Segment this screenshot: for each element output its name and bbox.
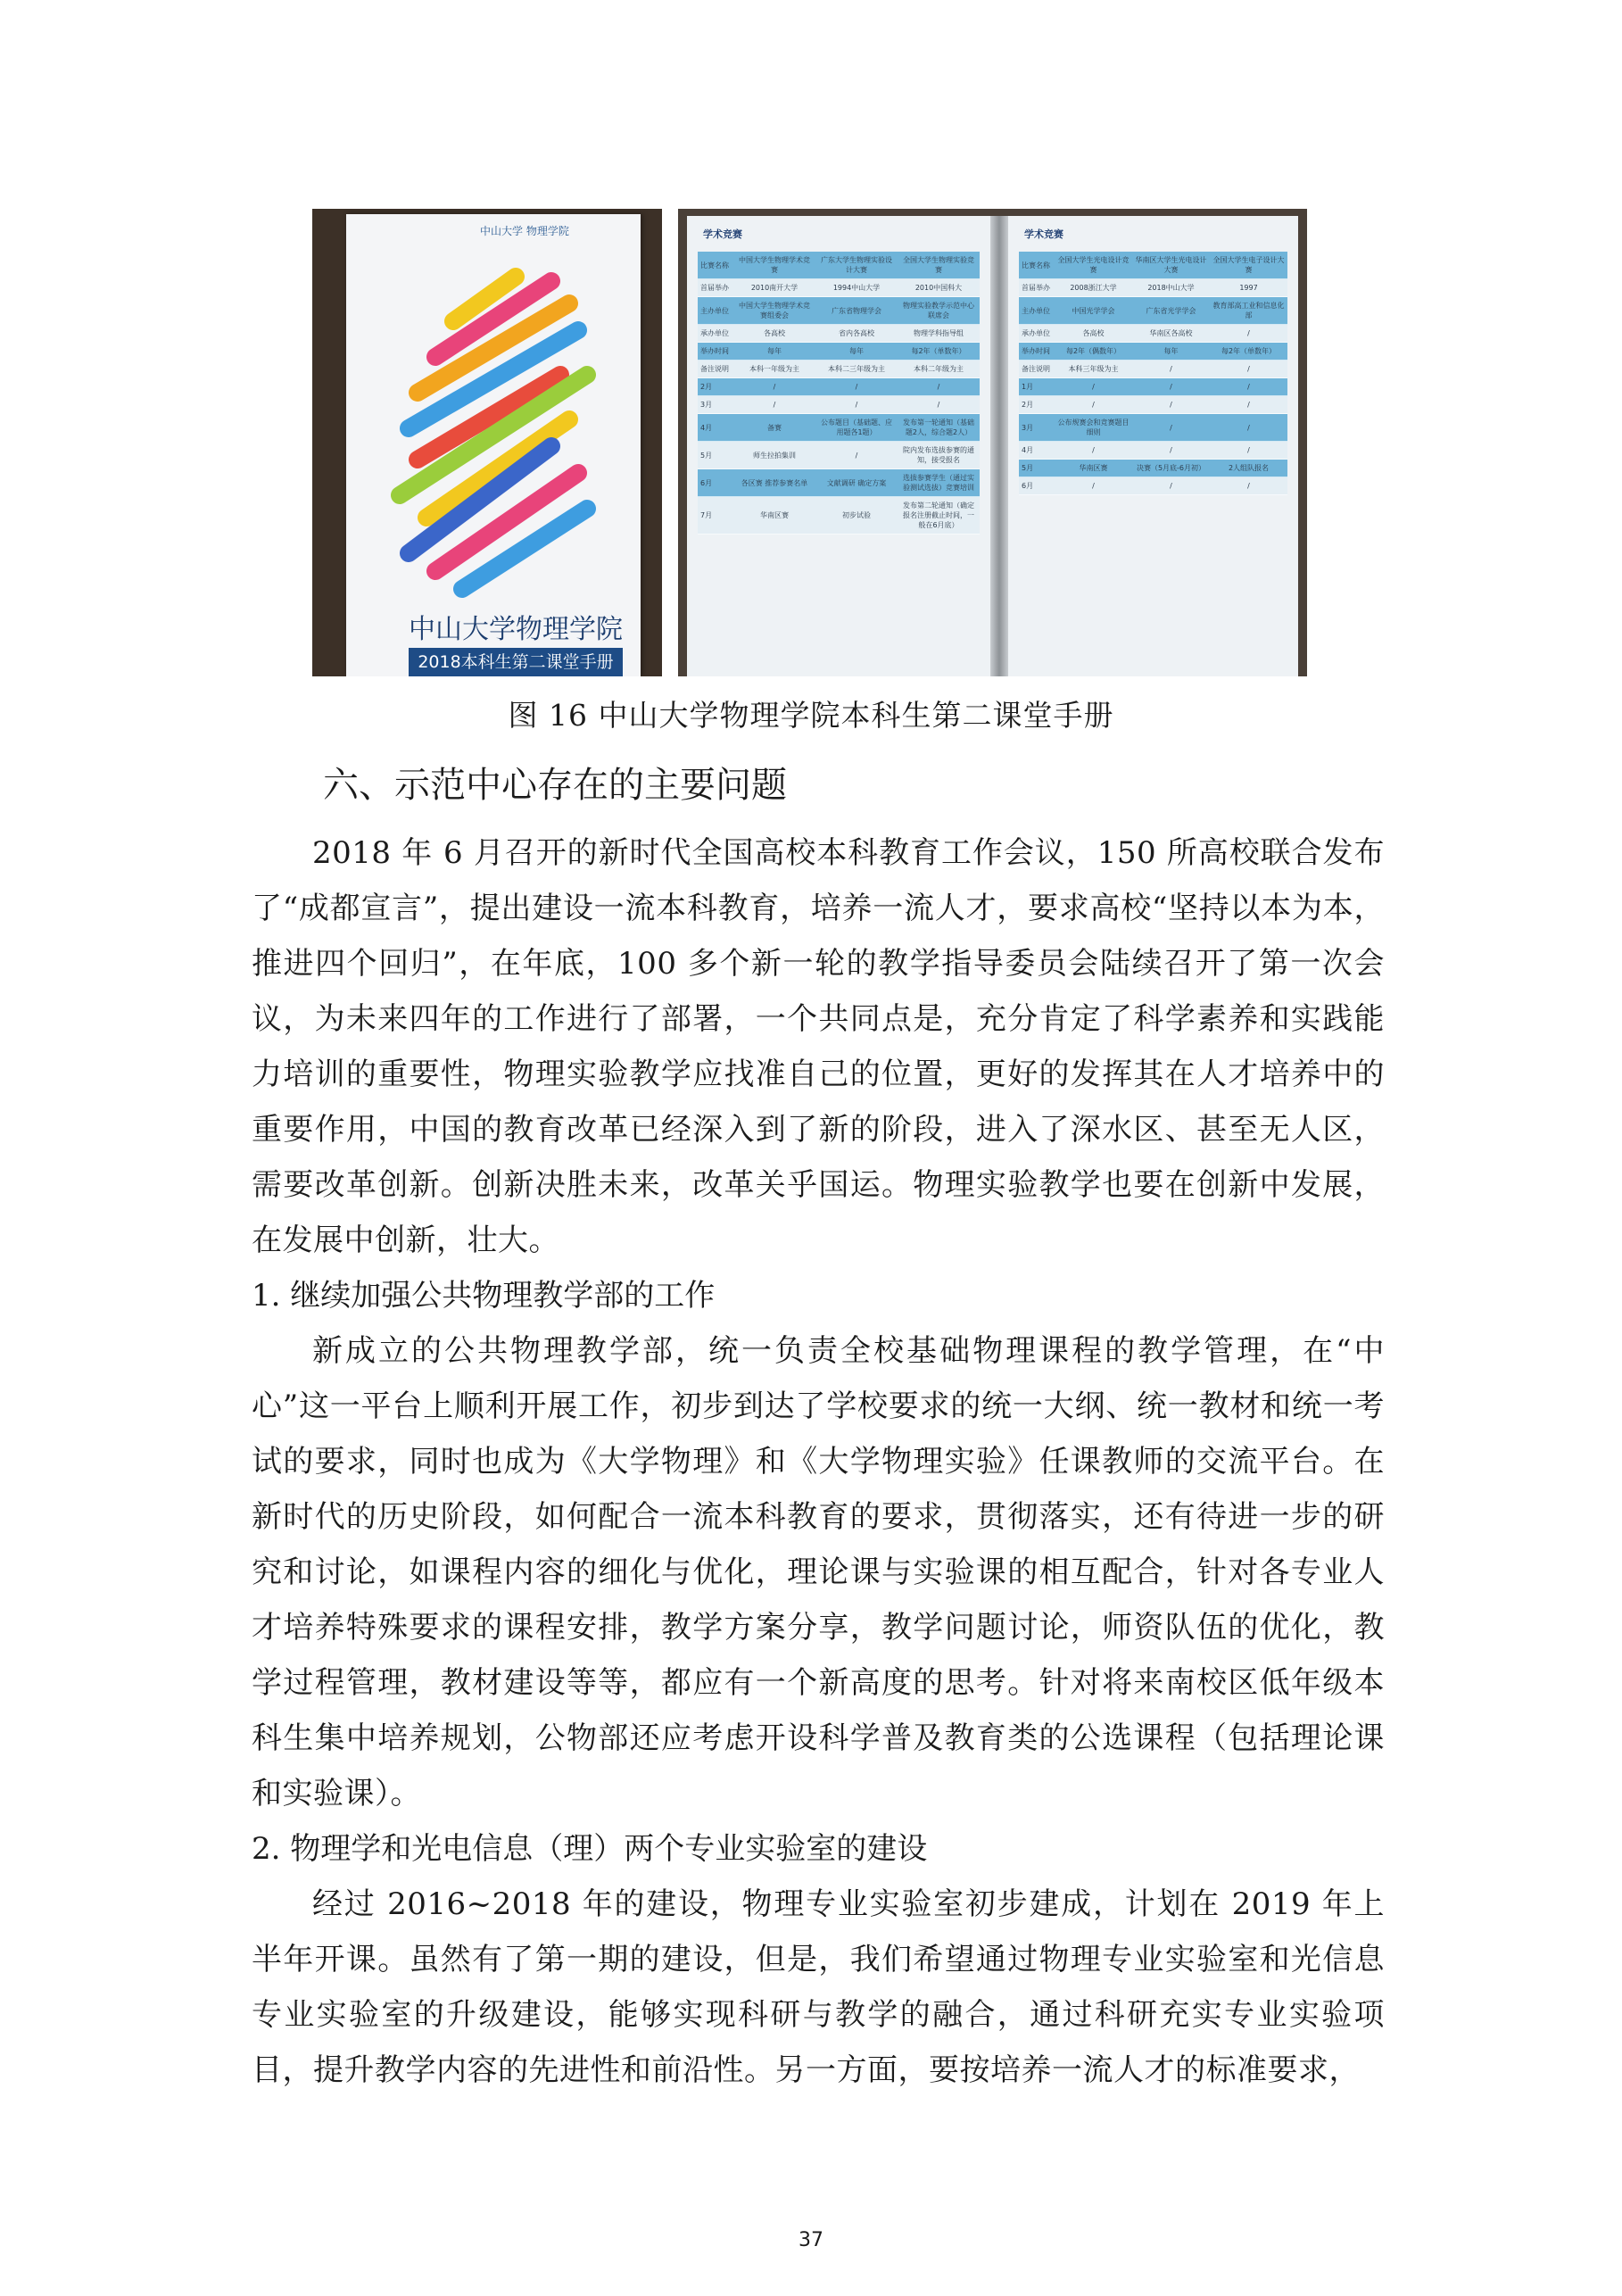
booklet-cover-photo	[312, 209, 662, 676]
booklet-table-row	[698, 325, 980, 343]
booklet-table-cell: 2010南开大学	[750, 284, 799, 292]
cover-title: 中山大学物理学院	[409, 614, 623, 645]
booklet-table-cell: 1997	[1239, 284, 1258, 292]
booklet-table-row	[1019, 414, 1287, 442]
booklet-table-cell: 首届举办	[1022, 284, 1050, 292]
booklet-table-cell: 5月	[700, 451, 713, 460]
booklet-table-cell: 6月	[1022, 482, 1034, 490]
booklet-table-cell: 主办单位	[1022, 306, 1050, 315]
booklet-table-row	[1019, 378, 1287, 396]
booklet-table-cell: 2018中山大学	[1147, 284, 1195, 292]
booklet-table-row	[698, 343, 980, 361]
booklet-table-cell: /	[937, 401, 940, 409]
booklet-table-row	[1019, 297, 1287, 325]
booklet-table-cell: 各高校	[764, 329, 785, 337]
booklet-table-cell: 每2年（偶数年）	[1065, 347, 1121, 355]
booklet-table-cell: 华南区大学生光电设计大赛	[1135, 256, 1207, 274]
subheading: 2. 物理学和光电信息（理）两个专业实验室的建设	[252, 1831, 928, 1867]
booklet-table-cell: 1994中山大学	[832, 284, 881, 292]
cover-subtitle: 2018本科生第二课堂手册	[409, 648, 623, 676]
booklet-table-cell: /	[1170, 383, 1172, 391]
booklet-table-cell: 发布第一轮通知（基础题2人，综合题2人）	[903, 419, 974, 436]
booklet-table-cell: 比赛名称	[1022, 261, 1050, 269]
booklet-table-row	[1019, 343, 1287, 361]
booklet-table-cell: 选拔参赛学生（通过实验测试选拔）竞赛培训	[903, 474, 974, 492]
booklet-table-cell: 每年	[849, 347, 864, 355]
paragraph: 经过 2016~2018 年的建设，物理专业实验室初步建成，计划在 2019 年上半年开课。虽然有了第一期的建设，但是，我们希望通过物理专业实验室和光信息专业实验室的升级建设，能够实现科研与教学的融合，通过科研充实专业实验项目，提升教学内容的先进性和前沿性。另一方面，要按培养一流人才的标准要求，	[252, 1886, 1385, 2088]
booklet-table-cell: 每2年（单数年）	[911, 347, 966, 355]
booklet-table-row	[1019, 361, 1287, 378]
booklet-table-cell: 举办时间	[1022, 347, 1050, 355]
booklet-table-cell: /	[855, 401, 858, 409]
booklet-table-cell: /	[855, 383, 858, 391]
left-page-heading: 学术竞赛	[703, 228, 742, 240]
booklet-table-cell: 5月	[1022, 464, 1034, 472]
booklet-table-cell: 2人组队报名	[1228, 464, 1270, 472]
booklet-table-row	[698, 361, 980, 378]
booklet-table-cell: 决赛（5月底-6月初）	[1136, 464, 1206, 472]
booklet-table-cell: 发布第二轮通知（确定报名注册截止时间，一般在6月底）	[903, 501, 974, 529]
booklet-table-cell: /	[1247, 482, 1250, 490]
left-page-table	[698, 252, 980, 535]
booklet-table-cell: 全国大学生物理实验竞赛	[903, 256, 974, 274]
figure-16	[312, 209, 1307, 676]
booklet-table-cell: 华南区赛	[1079, 464, 1108, 472]
booklet-table-cell: /	[1092, 446, 1095, 454]
booklet-table-cell: 各高校	[1082, 329, 1105, 337]
page-number: 37	[799, 2229, 823, 2251]
booklet-table-cell: 6月	[700, 478, 713, 487]
booklet-table-cell: /	[937, 383, 940, 391]
booklet-table-row	[1019, 325, 1287, 343]
booklet-table-cell: 2月	[700, 383, 713, 391]
booklet-table-cell: /	[1170, 401, 1172, 409]
booklet-table-cell: /	[1247, 329, 1250, 337]
booklet-table-cell: 本科一年级为主	[749, 365, 799, 373]
booklet-table-row	[1019, 252, 1287, 279]
booklet-table-cell: 物理学科指导组	[914, 329, 964, 337]
booklet-table-row	[698, 442, 980, 469]
booklet-table-cell: 教育部高工业和信息化部	[1212, 302, 1285, 319]
booklet-table-cell: 4月	[1022, 446, 1034, 454]
booklet-table-row	[1019, 396, 1287, 414]
booklet-table-cell: 省内各高校	[839, 329, 874, 337]
booklet-table-cell: 华南区各高校	[1149, 329, 1193, 337]
booklet-table-row	[698, 252, 980, 279]
booklet-table-cell: 华南区赛	[760, 511, 789, 519]
booklet-table-cell: /	[1247, 365, 1250, 373]
booklet-table-cell: 各区赛 推荐参赛名单	[741, 478, 808, 487]
booklet-table-cell: 举办时间	[700, 347, 729, 355]
booklet-table-cell: /	[773, 401, 776, 409]
booklet-table-cell: 公布规赛会和竞赛题目细则	[1057, 419, 1130, 436]
booklet-gutter	[990, 216, 1008, 676]
booklet-table-cell: /	[1247, 423, 1250, 432]
booklet-table-cell: 中国大学生物理学术竞赛	[739, 256, 810, 274]
booklet-table-cell: 院内发布选拔参赛的通知，接受报名	[903, 446, 974, 464]
booklet-table-cell: /	[1247, 401, 1250, 409]
booklet-table-cell: /	[1092, 401, 1095, 409]
right-page-table	[1019, 252, 1287, 495]
booklet-table-row	[698, 396, 980, 414]
booklet-table-cell: 7月	[700, 511, 713, 519]
section-heading: 六、示范中心存在的主要问题	[323, 765, 787, 806]
figure-caption: 图 16 中山大学物理学院本科生第二课堂手册	[508, 698, 1114, 733]
booklet-table-cell: /	[1247, 446, 1250, 454]
booklet-table-cell: 广东省光学学会	[1146, 306, 1196, 315]
booklet-table-row	[698, 279, 980, 297]
booklet-table-cell: 2月	[1022, 401, 1034, 409]
booklet-table-cell: 师生拉拍集训	[753, 451, 796, 460]
booklet-table-cell: 广东大学生物理实验设计大赛	[821, 256, 892, 274]
booklet-table-row	[1019, 477, 1287, 495]
booklet-table-cell: 2008浙江大学	[1070, 284, 1117, 292]
booklet-table-cell: 2010中国科大	[914, 284, 963, 292]
booklet-table-cell: 备注说明	[1022, 365, 1050, 373]
booklet-table-cell: /	[1092, 383, 1095, 391]
paragraph: 新成立的公共物理教学部，统一负责全校基础物理课程的教学管理，在“中心”这一平台上顺利开展工作，初步到达了学校要求的统一大纲、统一教材和统一考试的要求，同时也成为《大学物理》和《大学物理实验》任课教师的交流平台。在新时代的历史阶段，如何配合一流本科教育的要求，贯彻落实，还有待进一步的研究和讨论，如课程内容的细化与优化，理论课与实验课的相互配合，针对各专业人才培养特殊要求的课程安排，教学方案分享，教学问题讨论，师资队伍的优化，教学过程管理，教材建设等等，都应有一个新高度的思考。针对将来南校区低年级本科生集中培养规划，公物部还应考虑开设科学普及教育类的公选课程（包括理论课和实验课）。	[252, 1333, 1385, 1811]
booklet-table-cell: 3月	[1022, 423, 1034, 432]
subheading: 1. 继续加强公共物理教学部的工作	[252, 1278, 716, 1314]
booklet-cover	[346, 214, 641, 676]
booklet-table-cell: /	[1170, 482, 1172, 490]
booklet-table-row	[1019, 279, 1287, 297]
booklet-table-cell: /	[1092, 482, 1095, 490]
booklet-table-cell: 本科三年级为主	[1068, 365, 1119, 373]
booklet-table-cell: 中国光学学会	[1072, 306, 1115, 315]
booklet-table-cell: 广东省物理学会	[832, 306, 881, 315]
booklet-table-row	[698, 378, 980, 396]
booklet-table-cell: 1月	[1022, 383, 1034, 391]
booklet-table-cell: 主办单位	[700, 306, 729, 315]
booklet-table-cell: /	[773, 383, 776, 391]
booklet-table-cell: 全国大学生光电设计竞赛	[1057, 256, 1130, 274]
booklet-table-cell: 首届举办	[700, 284, 729, 292]
booklet-table-row	[1019, 460, 1287, 477]
right-page-heading: 学术竞赛	[1024, 228, 1063, 240]
booklet-table-cell: 备注说明	[700, 365, 729, 373]
booklet-table-cell: 初步试验	[842, 511, 871, 519]
booklet-table-cell: /	[1170, 446, 1172, 454]
booklet-table-cell: 本科二三年级为主	[828, 365, 885, 373]
booklet-table-cell: 每年	[1163, 347, 1179, 355]
booklet-table-cell: /	[1170, 365, 1172, 373]
booklet-table-cell: /	[855, 451, 858, 460]
booklet-table-cell: 公布题目（基础题、应用题各1题）	[821, 419, 892, 436]
booklet-table-cell: 中国大学生物理学术竞赛组委会	[739, 302, 810, 319]
booklet-table-cell: 每年	[767, 347, 782, 355]
booklet-table-cell: 承办单位	[1022, 329, 1050, 337]
booklet-table-cell: 4月	[700, 423, 713, 432]
booklet-table-cell: 承办单位	[700, 329, 729, 337]
booklet-table-cell: /	[1247, 383, 1250, 391]
booklet-table-row	[698, 297, 980, 325]
booklet-table-row	[1019, 442, 1287, 460]
booklet-table-cell: /	[1170, 423, 1172, 432]
booklet-inner-photo	[678, 209, 1307, 676]
booklet-table-cell: 备赛	[767, 423, 782, 432]
booklet-table-row	[698, 414, 980, 442]
booklet-table-cell: 本科二年级为主	[914, 365, 964, 373]
body-text	[252, 825, 1385, 2098]
booklet-table-cell: 文献调研 确定方案	[826, 478, 887, 487]
booklet-right-page	[1008, 216, 1298, 676]
cover-logo: 中山大学 物理学院	[480, 225, 569, 237]
booklet-table-cell: 全国大学生电子设计大赛	[1212, 256, 1285, 274]
booklet-table-cell: 比赛名称	[700, 261, 729, 269]
paragraph: 2018 年 6 月召开的新时代全国高校本科教育工作会议，150 所高校联合发布了“成都宣言”，提出建设一流本科教育，培养一流人才，要求高校“坚持以本为本，推进四个回归”，在年底，100 多个新一轮的教学指导委员会陆续召开了第一次会议，为未来四年的工作进行了部署，一个共同点是，充分肯定了科学素养和实践能力培训的重要性，物理实验教学应找准自己的位置，更好的发挥其在人才培养中的重要作用，中国的教育改革已经深入到了新的阶段，进入了深水区、甚至无人区，需要改革创新。创新决胜未来，改革关乎国运。物理实验教学也要在创新中发展，在发展中创新，壮大。	[252, 835, 1385, 1258]
booklet-table-row	[698, 469, 980, 497]
booklet-table-cell: 3月	[700, 401, 713, 409]
booklet-table-cell: 物理实验教学示范中心联席会	[903, 302, 974, 319]
booklet-table-cell: 每2年（单数年）	[1221, 347, 1277, 355]
booklet-table-row	[698, 497, 980, 535]
cover-stripe-art	[382, 268, 605, 598]
booklet-left-page	[687, 216, 990, 676]
